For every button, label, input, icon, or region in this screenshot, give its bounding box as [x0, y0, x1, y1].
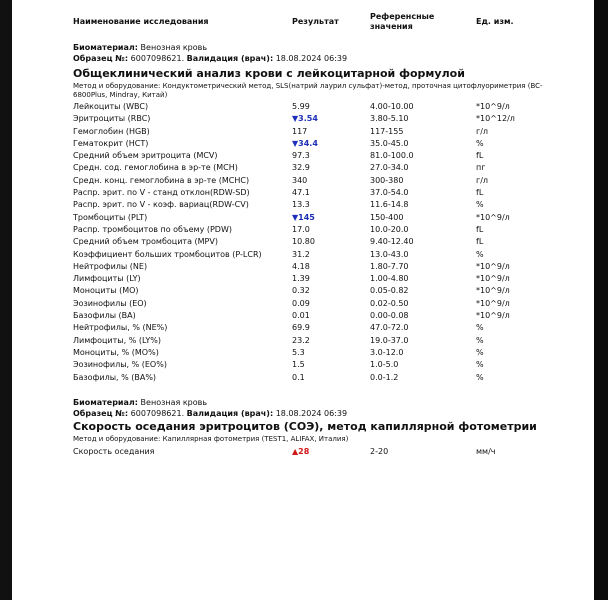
section-title: Общеклинический анализ крови с лейкоцитарной формулой [73, 67, 465, 80]
result-value: 23.2 [292, 335, 310, 345]
method-text: Метод и оборудование: Кондуктометрический метод, SLS(натрий лаурил сульфат)-метод, проточная цитофлуориметрия (BC-6800Plus, Mindray, Китай) [73, 82, 543, 99]
table-row [73, 199, 553, 211]
validation-label: Валидация (врач): [186, 54, 274, 63]
result-name: Нейтрофилы, % (NE%) [73, 323, 168, 333]
result-unit: *10^9/л [476, 212, 510, 222]
result-unit: *10^9/л [476, 311, 510, 321]
result-unit: г/л [476, 175, 489, 185]
result-name: Распр. эрит. по V - станд отклон(RDW-SD) [73, 188, 250, 198]
reference-range: 300-380 [370, 175, 404, 185]
reference-range: 27.0-34.0 [370, 163, 409, 173]
sample-value: 6007098621. [130, 409, 185, 418]
result-value: 5.3 [292, 347, 305, 357]
results-table-2 [73, 446, 553, 458]
result-unit: fL [476, 237, 484, 247]
result-name: Эозинофилы (EO) [73, 298, 147, 308]
result-name: Эритроциты (RBC) [73, 114, 151, 124]
result-value: ▼3.54 [292, 114, 318, 124]
result-value: 117 [292, 126, 308, 136]
result-unit: *10^9/л [476, 102, 510, 111]
table-row [73, 261, 553, 273]
result-name: Моноциты, % (MO%) [73, 347, 159, 357]
result-unit: мм/ч [476, 447, 496, 456]
reference-range: 9.40-12.40 [370, 237, 414, 247]
result-unit: *10^9/л [476, 286, 510, 296]
reference-range: 2-20 [370, 447, 389, 456]
result-value: 32.9 [292, 163, 310, 173]
result-value: 0.32 [292, 286, 310, 296]
result-value: 340 [292, 175, 308, 185]
reference-range: 81.0-100.0 [370, 151, 414, 161]
result-name: Базофилы, % (BA%) [73, 372, 157, 382]
result-value: ▼145 [292, 212, 315, 222]
result-unit: г/л [476, 126, 489, 136]
result-unit: *10^9/л [476, 274, 510, 284]
reference-range: 47.0-72.0 [370, 323, 409, 333]
reference-range: 0.05-0.82 [370, 286, 409, 296]
result-name: Тромбоциты (PLT) [73, 212, 148, 222]
reference-range: 3.80-5.10 [370, 114, 409, 124]
reference-range: 19.0-37.0 [370, 335, 409, 345]
sample-label: Образец №: [73, 54, 129, 63]
result-unit: % [476, 249, 484, 259]
reference-range: 35.0-45.0 [370, 138, 409, 148]
table-row [73, 310, 553, 322]
result-unit: % [476, 347, 484, 357]
result-unit: fL [476, 224, 484, 234]
table-row [73, 359, 553, 371]
table-row [73, 322, 553, 334]
result-value: 17.0 [292, 224, 310, 234]
result-value: 0.09 [292, 298, 310, 308]
table-row [73, 249, 553, 261]
result-value: 69.9 [292, 323, 310, 333]
reference-range: 10.0-20.0 [370, 224, 409, 234]
table-row [73, 150, 553, 162]
result-name: Гематокрит (HCT) [73, 138, 149, 148]
result-value: ▲28 [292, 447, 310, 456]
reference-range: 1.80-7.70 [370, 261, 409, 271]
header-result: Результат [292, 17, 339, 26]
result-value: 1.5 [292, 360, 305, 370]
reference-range: 0.02-0.50 [370, 298, 409, 308]
result-value: 4.18 [292, 261, 310, 271]
result-name: Лимфоциты, % (LY%) [73, 335, 161, 345]
result-value: 0.1 [292, 372, 305, 382]
result-unit: % [476, 323, 484, 333]
result-value: 1.39 [292, 274, 310, 284]
reference-range: 150-400 [370, 212, 404, 222]
table-row [73, 285, 553, 297]
sample-label: Образец №: [73, 409, 129, 418]
result-name: Коэффициент больших тромбоцитов (P-LCR) [73, 249, 262, 259]
table-row [73, 298, 553, 310]
section-title-2: Скорость оседания эритроцитов (СОЭ), метод капиллярной фотометрии [73, 420, 537, 433]
biomaterial-line [73, 43, 207, 53]
biomaterial-label: Биоматериал: [73, 43, 138, 52]
result-name: Базофилы (BA) [73, 311, 136, 321]
result-unit: fL [476, 151, 484, 161]
biomaterial-line-2 [73, 398, 207, 408]
result-name: Лейкоциты (WBC) [73, 102, 149, 111]
window-edge [594, 0, 608, 600]
result-value: 31.2 [292, 249, 310, 259]
result-value: 47.1 [292, 188, 310, 198]
table-row [73, 212, 553, 224]
result-name: Распр. тромбоцитов по объему (PDW) [73, 224, 232, 234]
result-name: Средн. сод. гемоглобина в эр-те (MCH) [73, 163, 238, 173]
results-table [73, 101, 553, 384]
result-name: Лимфоциты (LY) [73, 274, 141, 284]
reference-range: 1.00-4.80 [370, 274, 409, 284]
result-value: 13.3 [292, 200, 310, 210]
result-name: Средний объем эритроцита (MCV) [73, 151, 218, 161]
table-row [73, 162, 553, 174]
result-name: Нейтрофилы (NE) [73, 261, 148, 271]
result-unit: *10^9/л [476, 298, 510, 308]
reference-range: 37.0-54.0 [370, 188, 409, 198]
table-row [73, 126, 553, 138]
reference-range: 1.0-5.0 [370, 360, 399, 370]
sample-line-2 [73, 409, 347, 419]
reference-range: 4.00-10.00 [370, 102, 414, 111]
report-page [12, 0, 594, 600]
result-value: 5.99 [292, 102, 310, 111]
result-unit: *10^12/л [476, 114, 515, 124]
sample-line [73, 54, 347, 64]
reference-range: 117-155 [370, 126, 404, 136]
table-row [73, 101, 553, 113]
table-row [73, 113, 553, 125]
table-row [73, 187, 553, 199]
header-reference: Референсные значения [370, 12, 435, 31]
result-value: 0.01 [292, 311, 310, 321]
table-row [73, 224, 553, 236]
reference-range: 13.0-43.0 [370, 249, 409, 259]
validation-label: Валидация (врач): [186, 409, 274, 418]
biomaterial-value: Венозная кровь [140, 43, 208, 52]
header-units: Ед. изм. [476, 17, 514, 26]
result-unit: % [476, 372, 484, 382]
reference-range: 3.0-12.0 [370, 347, 404, 357]
method-text-2: Метод и оборудование: Капиллярная фотометрия (TEST1, ALIFAX, Италия) [73, 435, 349, 443]
validation-value: 18.08.2024 06:39 [275, 409, 348, 418]
header-name: Наименование исследования [73, 17, 209, 26]
result-name: Гемоглобин (HGB) [73, 126, 150, 136]
result-name: Моноциты (MO) [73, 286, 139, 296]
sample-value: 6007098621. [130, 54, 185, 63]
table-row [73, 273, 553, 285]
result-name: Скорость оседания [73, 447, 155, 456]
table-row [73, 372, 553, 384]
result-unit: *10^9/л [476, 261, 510, 271]
reference-range: 11.6-14.8 [370, 200, 409, 210]
result-unit: % [476, 138, 484, 148]
table-row [73, 347, 553, 359]
result-name: Эозинофилы, % (EO%) [73, 360, 167, 370]
validation-value: 18.08.2024 06:39 [275, 54, 348, 63]
biomaterial-label: Биоматериал: [73, 398, 138, 407]
table-row [73, 446, 553, 458]
result-name: Распр. эрит. по V - коэф. вариац(RDW-CV) [73, 200, 249, 210]
table-row [73, 335, 553, 347]
result-name: Средн. конц. гемоглобина в эр-те (MCHC) [73, 175, 250, 185]
result-value: ▼34.4 [292, 138, 318, 148]
result-value: 97.3 [292, 151, 310, 161]
table-header [73, 14, 553, 38]
result-unit: fL [476, 188, 484, 198]
reference-range: 0.0-1.2 [370, 372, 399, 382]
result-unit: % [476, 335, 484, 345]
result-name: Средний объем тромбоцита (MPV) [73, 237, 218, 247]
table-row [73, 138, 553, 150]
result-unit: % [476, 360, 484, 370]
result-unit: пг [476, 163, 486, 173]
biomaterial-value: Венозная кровь [140, 398, 208, 407]
result-value: 10.80 [292, 237, 315, 247]
result-unit: % [476, 200, 484, 210]
table-row [73, 175, 553, 187]
table-row [73, 236, 553, 248]
reference-range: 0.00-0.08 [370, 311, 409, 321]
